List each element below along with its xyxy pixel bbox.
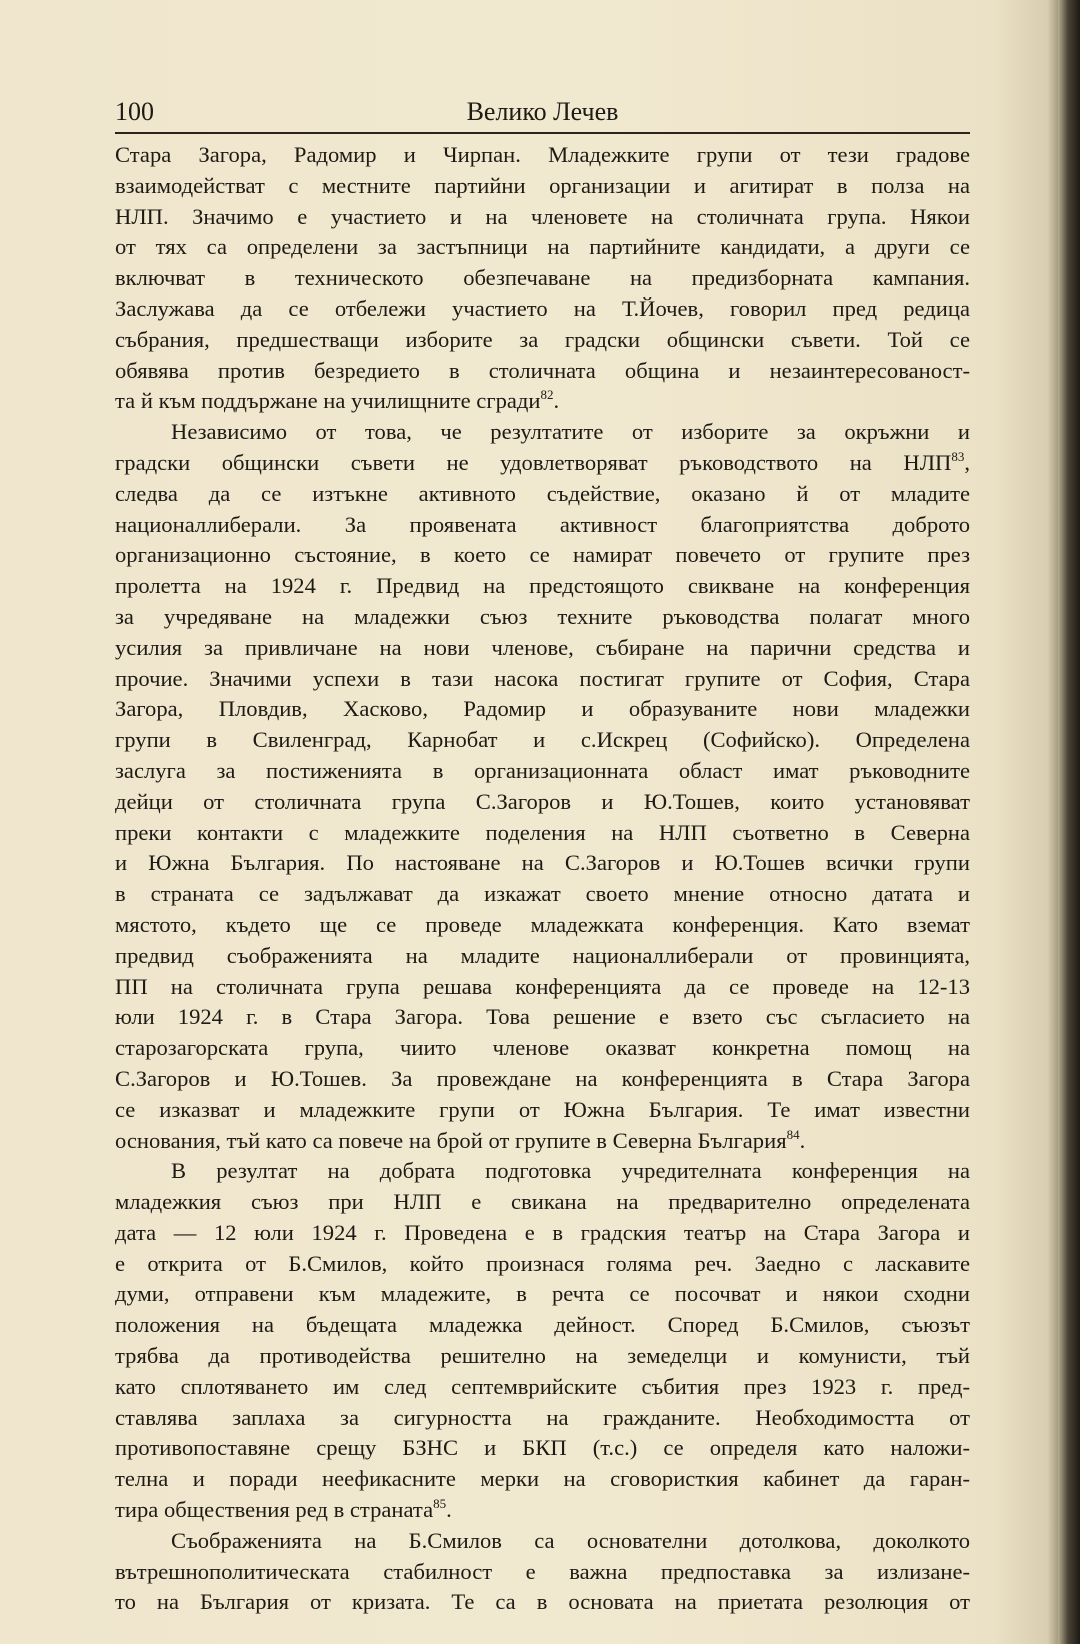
punctuation: .: [799, 1127, 806, 1153]
text-line: [115, 1495, 970, 1526]
text-line: прочие. Значими успехи в тази насока постигат групите от София, Стара: [115, 665, 970, 691]
footnote-ref-83: 83: [951, 448, 965, 464]
text-line: [115, 448, 970, 479]
text-line: дата — 12 юли 1924 г. Проведена е в градския театър на Стара Загора и: [115, 1219, 970, 1245]
text-line: включват в техническото обезпечаване на предизборната кампания.: [115, 265, 970, 291]
text-line: от тях са определени за застъпници на партийните кандидати, а други се: [115, 234, 970, 260]
text-line: положения на бъдещата младежка дейност. Според Б.Смилов, съюзът: [115, 1312, 970, 1338]
text-line: младежкия съюз при НЛП е свикана на предварително определената: [115, 1189, 970, 1215]
text-line: пролетта на 1924 г. Предвид на предстоящото свикване на конференция: [115, 573, 970, 599]
punctuation: ,: [964, 449, 970, 475]
text-line: вътрешнополитическата стабилност е важна предпоставка за излизане-: [115, 1558, 970, 1584]
text-line: групи в Свиленград, Карнобат и с.Искрец (Софийско). Определена: [115, 727, 970, 753]
text-fragment: градски общински съвети не удовлетворяват ръководството на НЛП: [115, 449, 952, 475]
punctuation: .: [446, 1497, 452, 1523]
text-line: взаимодействат с местните партийни организации и агитират в полза на: [115, 172, 970, 198]
text-fragment: тира обществения ред в страната: [115, 1497, 434, 1523]
text-line: Стара Загора, Радомир и Чирпан. Младежките групи от тези градове: [115, 142, 970, 167]
page-header: [115, 92, 970, 132]
text-line: се изказват и младежките групи от Южна България. Те имат известни: [115, 1096, 970, 1122]
text-line: събрания, предшестващи изборите за градски общински съвети. Той се: [115, 326, 970, 352]
text-line: Заслужава да се отбележи участието на Т.Йочев, говорил пред редица: [115, 295, 970, 321]
text-line: мястото, където ще се проведе младежката конференция. Като вземат: [115, 911, 970, 937]
text-line: старозагорската група, чиито членове оказват конкретна помощ на: [115, 1035, 970, 1061]
text-line: усилия за привличане на нови членове, събиране на парични средства и: [115, 634, 970, 660]
text-line: юли 1924 г. в Стара Загора. Това решение е взето със съгласието на: [115, 1004, 970, 1030]
text-line: преки контакти с младежките поделения на НЛП съответно в Северна: [115, 819, 970, 845]
text-line: ПП на столичната група решава конференцията да се проведе на 12-13: [115, 973, 970, 999]
text-line: за учредяване на младежки съюз техните ръководства полагат много: [115, 603, 970, 629]
text-line: в страната се задължават да изкажат своето мнение относно датата и: [115, 881, 970, 907]
running-head: Велико Лечев: [466, 97, 619, 126]
text-line: организационно състояние, в което се намират повечето от групите през: [115, 542, 970, 568]
text-line: е открита от Б.Смилов, който произнася голяма реч. Заедно с ласкавите: [115, 1250, 970, 1276]
text-line: като сплотяването им след септемврийските събития през 1923 г. пред-: [115, 1373, 970, 1399]
text-line: Независимо от това, че резултатите от изборите за окръжни и: [171, 419, 970, 445]
body-text: [115, 140, 970, 1618]
text-line: трябва да противодейства решително на земеделци и комунисти, тъй: [115, 1343, 970, 1369]
text-line: дейци от столичната група С.Загоров и Ю.Тошев, които установяват: [115, 788, 970, 814]
text-line: то на България от кризата. Те са в основата на приетата резолюция от: [115, 1589, 970, 1615]
footnote-ref-84: 84: [786, 1126, 800, 1142]
header-rule: [115, 132, 970, 134]
text-line: С.Загоров и Ю.Тошев. За провеждане на конференцията в Стара Загора: [115, 1065, 970, 1091]
text-line: националлиберали. За проявената активност благоприятства доброто: [115, 511, 970, 537]
text-line: НЛП. Значимо е участието и на членовете на столичната група. Някои: [115, 203, 970, 229]
book-spine-shadow: [1058, 0, 1080, 1644]
text-line: думи, отправени към младежите, в речта се посочват и някои сходни: [115, 1281, 970, 1307]
text-fragment: основания, тъй като са повече на брой от групите в Северна България: [115, 1127, 787, 1153]
text-line: Загора, Пловдив, Хасково, Радомир и образуваните нови младежки: [115, 696, 970, 722]
text-line: [115, 1126, 970, 1157]
text-line: Съображенията на Б.Смилов са основателни дотолкова, доколкото: [171, 1527, 970, 1553]
text-line: [115, 386, 970, 417]
text-line: и Южна България. По настояване на С.Загоров и Ю.Тошев всички групи: [115, 850, 970, 876]
text-line: следва да се изтъкне активното съдействие, оказано й от младите: [115, 480, 970, 506]
text-line: предвид съображенията на младите националлиберали от провинцията,: [115, 942, 970, 968]
text-line: В резултат на добрата подготовка учредителната конференция на: [171, 1158, 970, 1184]
text-line: телна и поради неефикасните мерки на сговористкия кабинет да гаран-: [115, 1466, 970, 1492]
footnote-ref-82: 82: [540, 387, 554, 403]
punctuation: .: [553, 388, 560, 414]
text-line: противопоставяне срещу БЗНС и БКП (т.с.) се определя като наложи-: [115, 1435, 970, 1461]
text-fragment: та й към поддържане на училищните сгради: [115, 388, 541, 414]
text-line: обявява против безредието в столичната община и незаинтересованост-: [115, 357, 970, 383]
footnote-ref-85: 85: [433, 1496, 447, 1512]
text-line: заслуга за постиженията в организационната област имат ръководните: [115, 757, 970, 783]
page-number: 100: [115, 97, 154, 126]
text-line: ставлява заплаха за сигурността на гражданите. Необходимостта от: [115, 1404, 970, 1430]
